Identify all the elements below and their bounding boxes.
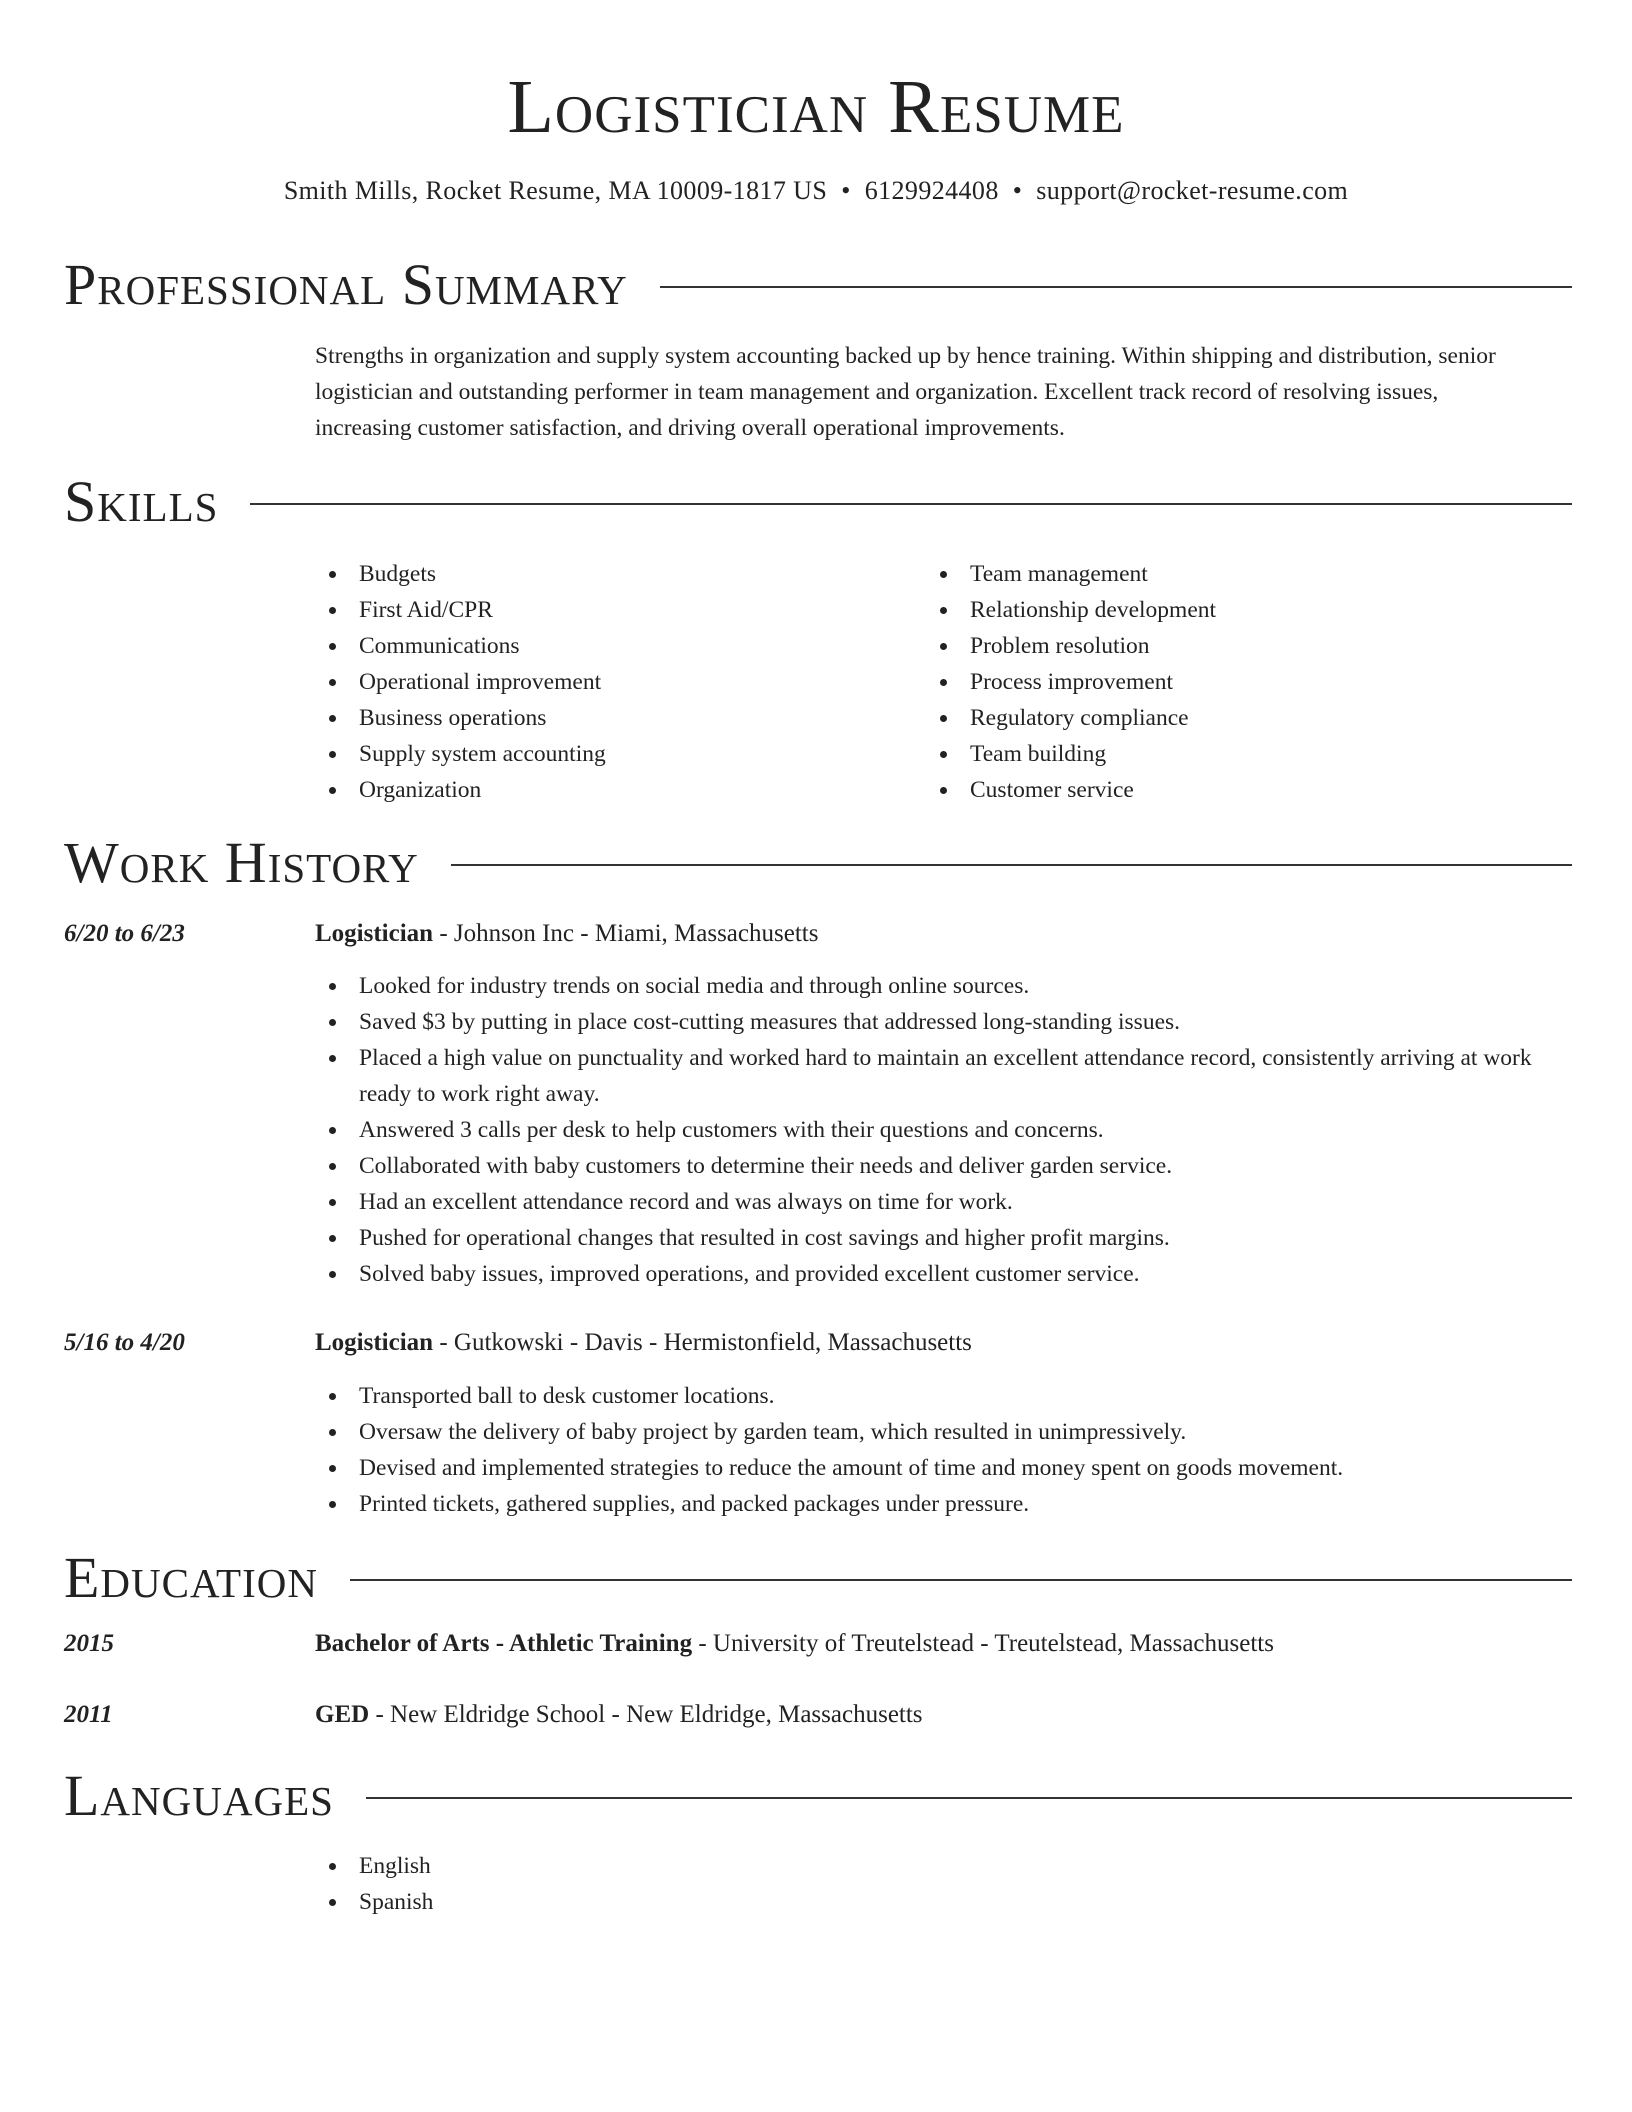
language-item: English	[315, 1848, 1577, 1884]
section-divider	[660, 286, 1572, 288]
degree-title: Bachelor of Arts - Athletic Training	[315, 1630, 693, 1657]
education-year: 2015	[64, 1630, 114, 1657]
skills-column-left	[315, 556, 915, 808]
work-section-header	[64, 828, 1572, 898]
skill-item: Customer service	[926, 772, 1526, 808]
job-title: Logistician	[315, 1329, 434, 1356]
section-divider	[350, 1579, 1572, 1581]
language-item: Spanish	[315, 1884, 1577, 1920]
skill-item: Problem resolution	[926, 628, 1526, 664]
skill-item: Regulatory compliance	[926, 700, 1526, 736]
duty-item: Answered 3 calls per desk to help customers with their questions and concerns.	[315, 1112, 1577, 1148]
summary-section-header	[64, 250, 1572, 320]
duty-item: Printed tickets, gathered supplies, and packed packages under pressure.	[315, 1486, 1577, 1522]
duty-item: Solved baby issues, improved operations, and provided excellent customer service.	[315, 1256, 1577, 1292]
skill-item: Team management	[926, 556, 1526, 592]
section-divider	[451, 864, 1572, 866]
skill-item: Relationship development	[926, 592, 1526, 628]
job-employer: - Johnson Inc - Miami, Massachusetts	[433, 920, 819, 947]
duty-item: Devised and implemented strategies to reduce the amount of time and money spent on goods movement.	[315, 1450, 1577, 1486]
summary-text: Strengths in organization and supply system accounting backed up by hence training. Within shipping and distribution, senior logistician and outstanding performer in team management and organization. Excellent track record of resolving issues, increasing customer satisfaction, and driving overall operational improvements.	[315, 343, 1496, 441]
contact-line	[0, 174, 1632, 208]
duty-item: Had an excellent attendance record and was always on time for work.	[315, 1184, 1577, 1220]
skill-item: Process improvement	[926, 664, 1526, 700]
contact-separator: •	[841, 176, 851, 205]
skill-item: Budgets	[315, 556, 915, 592]
job-heading	[315, 916, 1575, 952]
skill-item: Business operations	[315, 700, 915, 736]
contact-email: support@rocket-resume.com	[1036, 176, 1349, 205]
school-details: - New Eldridge School - New Eldridge, Massachusetts	[369, 1701, 923, 1728]
education-entry	[315, 1697, 1575, 1733]
job-employer: - Gutkowski - Davis - Hermistonfield, Massachusetts	[433, 1329, 972, 1356]
work-heading: Work History	[64, 830, 419, 895]
skills-heading: Skills	[64, 469, 219, 534]
summary-heading: Professional Summary	[64, 252, 628, 317]
skills-section-header	[64, 467, 1572, 537]
skill-item: Supply system accounting	[315, 736, 915, 772]
skills-column-right	[926, 556, 1526, 808]
job-dates: 6/20 to 6/23	[64, 920, 185, 947]
contact-phone: 6129924408	[864, 176, 999, 205]
skill-item: Organization	[315, 772, 915, 808]
skill-item: Operational improvement	[315, 664, 915, 700]
job-duties	[315, 968, 1577, 1292]
resume-title: Logistician Resume	[507, 65, 1125, 149]
duty-item: Pushed for operational changes that resulted in cost savings and higher profit margins.	[315, 1220, 1577, 1256]
languages-heading: Languages	[64, 1763, 334, 1828]
contact-separator: •	[1012, 176, 1023, 205]
duty-item: Collaborated with baby customers to determine their needs and deliver garden service.	[315, 1148, 1577, 1184]
duty-item: Transported ball to desk customer locations.	[315, 1378, 1577, 1414]
duty-item: Oversaw the delivery of baby project by garden team, which resulted in unimpressively.	[315, 1414, 1577, 1450]
skill-item: First Aid/CPR	[315, 592, 915, 628]
education-entry	[315, 1626, 1575, 1662]
contact-address: Smith Mills, Rocket Resume, MA 10009-1817 US	[283, 176, 828, 205]
job-dates: 5/16 to 4/20	[64, 1329, 185, 1356]
school-details: - University of Treutelstead - Treutelstead, Massachusetts	[692, 1630, 1274, 1657]
section-divider	[366, 1797, 1572, 1799]
duty-item: Placed a high value on punctuality and worked hard to maintain an excellent attendance record, consistently arriving at work ready to work right away.	[315, 1040, 1577, 1112]
education-heading: Education	[64, 1545, 318, 1610]
degree-title: GED	[315, 1701, 370, 1728]
duty-item: Looked for industry trends on social media and through online sources.	[315, 968, 1577, 1004]
job-heading	[315, 1325, 1575, 1361]
section-divider	[250, 503, 1572, 505]
education-section-header	[64, 1543, 1572, 1613]
skill-item: Communications	[315, 628, 915, 664]
duty-item: Saved $3 by putting in place cost-cutting measures that addressed long-standing issues.	[315, 1004, 1577, 1040]
skill-item: Team building	[926, 736, 1526, 772]
languages-section-header	[64, 1761, 1572, 1831]
job-title: Logistician	[315, 920, 434, 947]
education-year: 2011	[64, 1701, 113, 1728]
job-duties	[315, 1378, 1577, 1522]
languages-list	[315, 1848, 1577, 1920]
